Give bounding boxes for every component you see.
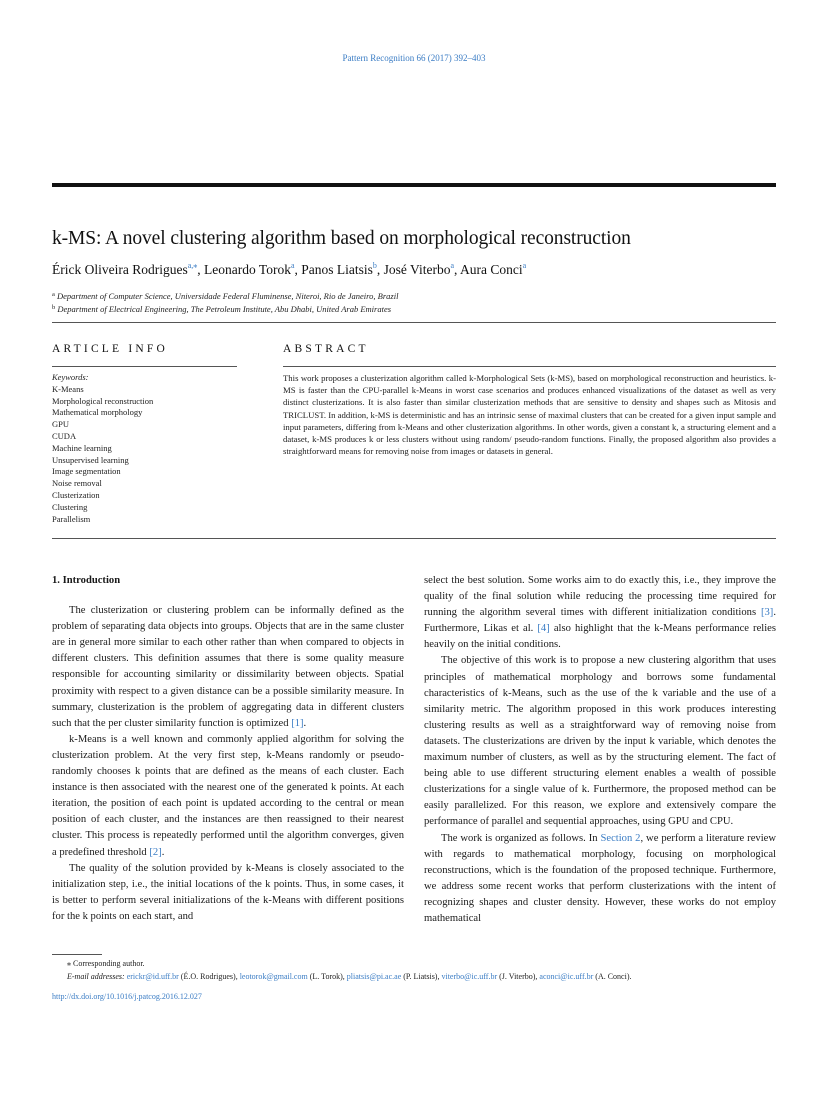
author-separator: , (454, 262, 461, 277)
body-paragraph: The quality of the solution provided by k-Means is closely associated to the initialization step, i.e., the initial locations of the k points. Thus, in some cases, it is better to perform several initializations of the k-Means with different positions for the k points on each start, and (52, 862, 404, 922)
keyword-item: Unsupervised learning (52, 454, 129, 465)
keyword-item: Clustering (52, 501, 88, 512)
email-owner: (P. Liatsis) (403, 971, 438, 981)
author-name: Aura Conci (460, 262, 523, 277)
author-affiliation-mark[interactable]: a (522, 261, 527, 270)
divider (283, 366, 776, 367)
footnote-rule (52, 954, 102, 955)
affiliation-line (52, 289, 776, 302)
keyword-item: Parallelism (52, 513, 91, 524)
body-column-left (52, 573, 404, 925)
author-affiliation-mark[interactable]: a (290, 261, 295, 270)
footnotes (52, 958, 776, 983)
author-separator: , (197, 262, 205, 277)
author-separator: , (294, 262, 302, 277)
email-link[interactable]: pliatsis@pi.ac.ae (346, 971, 402, 981)
journal-reference[interactable]: Pattern Recognition 66 (2017) 392–403 (342, 53, 486, 63)
citation-link[interactable]: [2] (149, 846, 162, 858)
keyword-item: Noise removal (52, 478, 102, 489)
citation-link[interactable]: [3] (760, 607, 774, 619)
body-paragraph: select the best solution. Some works aim to do exactly this, i.e., they improve the quality of the final solution while reducing the processing time required for running the algorithm several times with different initialization conditions [3]. Furthermore, Likas et al. [4] also highlight that the k-Means performance relies heavily on the initial conditions. (424, 575, 776, 651)
body-column-right (424, 573, 776, 927)
email-link[interactable]: leotorok@gmail.com (239, 971, 308, 981)
keywords-block (52, 372, 237, 525)
email-label: E-mail addresses: (67, 971, 125, 981)
affiliation-line (52, 302, 776, 315)
divider (52, 538, 776, 539)
author-affiliation-mark[interactable]: a (450, 261, 455, 270)
corresponding-note: ⁎ Corresponding author. (67, 959, 145, 968)
header-rule (52, 183, 776, 187)
abstract-text: This work proposes a clusterization algorithm called k-Morphological Sets (k-MS), based on morphological reconstruction and heuristics. k-MS is faster than the CPU-parallel k-Means in worst case scenarios and produces enhanced visualizations of the dataset as well as very distinct clusterizations. It is also faster than similar clusterization methods that are sensitive to density and shapes such as Mitosis and TRICLUST. In addition, k-MS is deterministic and has an intrinsic sense of maximal clusters that can be created for a given input sample and input parameters, differing from k-Means and other clusterization algorithms. In other words, given a constant k, a structuring element and a dataset, k-MS produces k or less clusters without using random/ pseudo-random functions. Finally, the proposed algorithm also provides a straightforward means for removing noise from images or datasets in general. (283, 373, 776, 457)
affiliations (52, 289, 776, 315)
keyword-item: K-Means (52, 383, 84, 394)
author-name: Érick Oliveira Rodrigues (52, 262, 188, 277)
doi-link[interactable]: http://dx.doi.org/10.1016/j.patcog.2016.12.027 (52, 992, 202, 1001)
affiliation-text: Department of Computer Science, Universidade Federal Fluminense, Niteroi, Rio de Janeiro, Brazil (57, 291, 399, 301)
email-owner: (J. Viterbo) (499, 971, 536, 981)
divider (52, 366, 237, 367)
body-paragraph: k-Means is a well known and commonly applied algorithm for solving the clusterization problem. At the very first step, k-Means randomly or pseudo-randomly chooses k points that are defined as the means of each cluster. Each instance is then associated with the nearest one of the generated k points. At each iteration, the position of each point is updated according to the central or mean position of each cluster, and the instances are then reassigned to their nearest cluster. This process is repeatedly performed until the algorithm converges, given a predefined threshold [2]. (52, 733, 404, 858)
keyword-item: GPU (52, 419, 70, 430)
email-addresses: E-mail addresses: erickr@id.uff.br (É.O. Rodrigues), leotorok@gmail.com (L. Torok), pliatsis@pi.ac.ae (P. Liatsis), viterbo@ic.uff.br (J. Viterbo), aconci@ic.uff.br (A. Conci). (67, 971, 632, 981)
author-affiliation-mark[interactable]: b (372, 261, 377, 270)
body-paragraph: The objective of this work is to propose a new clustering algorithm that uses principles of mathematical morphology and borrows some fundamental characteristics of k-Means, such as the use of the k variable and the use of a similarity metric. The algorithm proposed in this work produces interesting clustering results as well as a straightforward way of removing noise from datasets. The clusterizations are driven by the input k variable, which denotes the maximum number of clusters, as well as by the structuring element. The fact of being able to use different structuring element enables a wealth of possible clusterizations for a single value of k. Furthermore, the proposed method can be easily parallelized. For this reason, we explore and extensively compare the performance of parallel and sequential approaches, using GPU and CPU. (424, 655, 776, 828)
citation-link[interactable]: [4] (537, 623, 550, 635)
keyword-item: Morphological reconstruction (52, 395, 154, 406)
abstract-heading: ABSTRACT (283, 343, 369, 355)
keyword-list (52, 384, 237, 526)
article-title: k-MS: A novel clustering algorithm based on morphological reconstruction (52, 228, 631, 249)
email-link[interactable]: aconci@ic.uff.br (539, 971, 594, 981)
author-affiliation-mark[interactable]: a,⁎ (187, 261, 198, 270)
author-name: Panos Liatsis (301, 262, 373, 277)
author-list (52, 261, 776, 278)
keyword-item: Image segmentation (52, 466, 121, 477)
body-paragraph: The work is organized as follows. In Section 2, we perform a literature review with regards to mathematical morphology, focusing on morphological reconstructions, which is the foundation of the proposed technique. Furthermore, we address some recent works that perform clusterizations with the intent of recognizing shapes and cluster density. However, these works do not employ mathematical (424, 832, 777, 924)
citation-link[interactable]: [1] (291, 717, 304, 729)
author-separator: , (376, 262, 384, 277)
affiliation-text: Department of Electrical Engineering, The Petroleum Institute, Abu Dhabi, United Arab Emirates (57, 304, 392, 314)
keyword-item: Mathematical morphology (52, 407, 143, 418)
keyword-item: CUDA (52, 430, 77, 441)
keywords-label: Keywords: (52, 372, 89, 382)
body-paragraph: The clusterization or clustering problem can be informally defined as the problem of separating data objects into groups. Objects that are in the same cluster are in general more similar to each other rather than when compared to objects in different clusters. This definition assumes that there is some quality measure responsible for accounting similarity or dissimilarity between objects. Spatial proximity with respect to a given distance can be a possible similarity measure. In summary, clusterization is the problem of aggregating data in different clusters such that the per cluster similarity function is optimized [1]. (52, 605, 404, 729)
email-link[interactable]: erickr@id.uff.br (126, 971, 179, 981)
affiliation-mark: a (52, 291, 55, 298)
section-link[interactable]: Section 2 (600, 832, 641, 844)
section-heading: 1. Introduction (52, 575, 121, 586)
email-link[interactable]: viterbo@ic.uff.br (441, 971, 498, 981)
email-owner: (É.O. Rodrigues) (180, 971, 236, 981)
divider (52, 322, 776, 323)
email-owner: (L. Torok) (309, 971, 343, 981)
keyword-item: Machine learning (52, 442, 112, 453)
keyword-item: Clusterization (52, 489, 100, 500)
author-name: Leonardo Torok (204, 262, 291, 277)
affiliation-mark: b (52, 304, 56, 311)
author-name: José Viterbo (383, 262, 451, 277)
article-info-heading: ARTICLE INFO (52, 343, 168, 355)
email-owner: (A. Conci). (595, 971, 632, 981)
